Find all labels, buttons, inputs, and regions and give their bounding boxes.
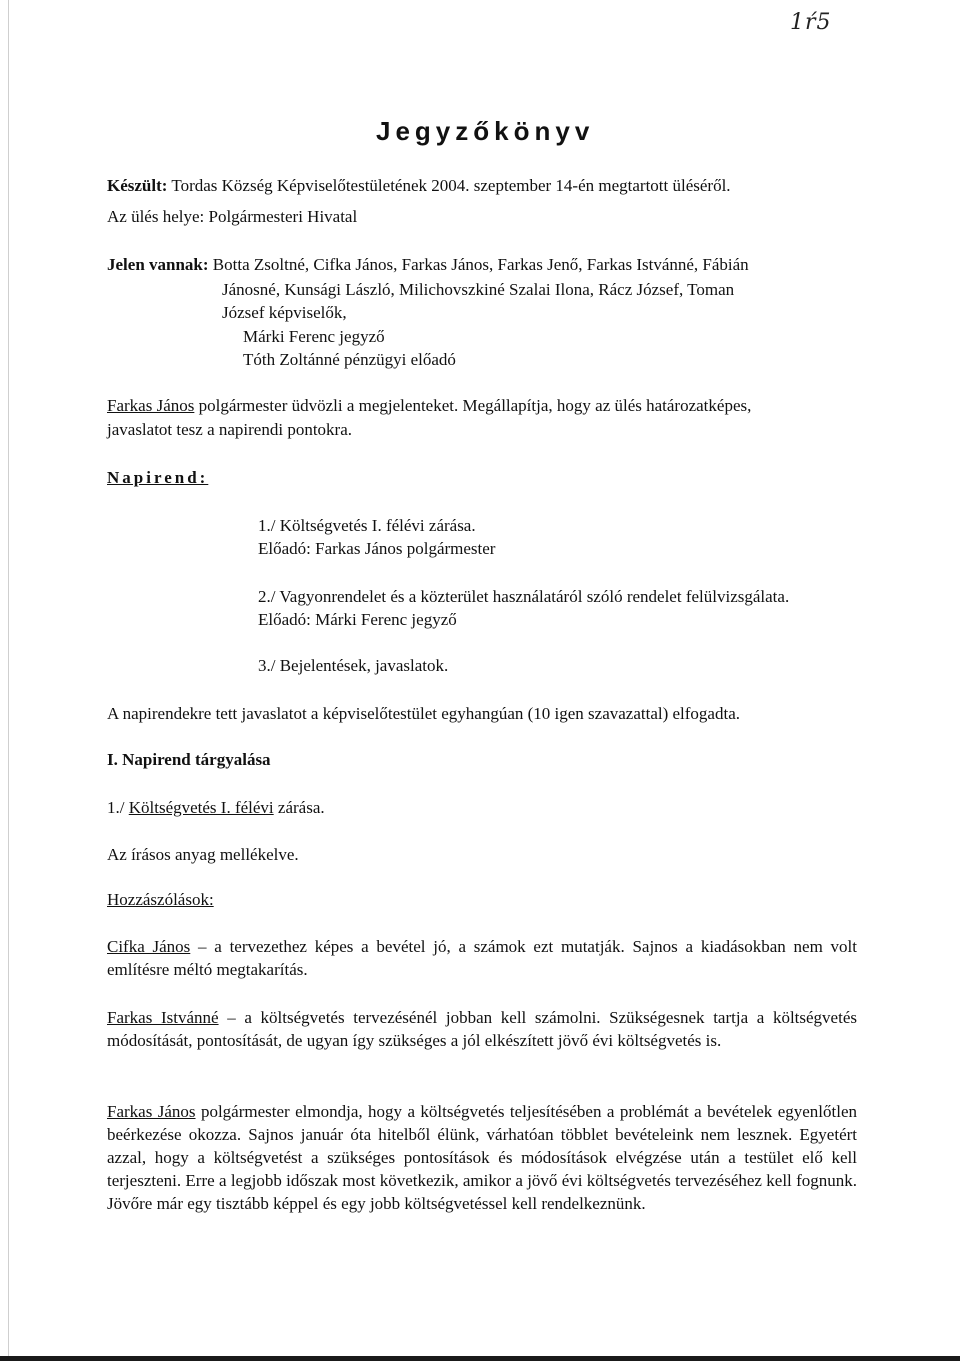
attendees-line-1: [107, 255, 749, 275]
intro-text-1: polgármester üdvözli a megjelenteket. Megállapítja, hogy az ülés határozatképes,: [194, 396, 752, 415]
attendees-label: Jelen vannak:: [107, 255, 209, 274]
section1-item-underlined: Költségvetés I. félévi: [128, 798, 274, 817]
agenda-item-1-title: 1./ Költségvetés I. félévi zárása.: [258, 516, 476, 535]
section1-heading: I. Napirend tárgyalása: [107, 750, 271, 769]
comment-farkas-janos: [107, 1100, 857, 1215]
agenda-accepted: A napirendekre tett javaslatot a képviselőtestület egyhangúan (10 igen szavazattal) elfogadta.: [107, 704, 741, 723]
comments-heading: Hozzászólások:: [107, 890, 214, 909]
intro-line-2: javaslatot tesz a napirendi pontokra.: [107, 420, 352, 439]
comment-1-speaker: Cifka János: [107, 937, 191, 956]
intro-mayor-name: Farkas János: [107, 396, 195, 415]
attendees-line-4: Márki Ferenc jegyző: [243, 327, 385, 346]
comment-2-text: – a költségvetés tervezésénél jobban kell számolni. Szükségesnek tartja a költségvetés módosítását, pontosítását, de ugyan így szükséges a jól elkészített jövő évi költségvetés is.: [107, 1008, 857, 1050]
attendees-line-3: József képviselők,: [222, 303, 347, 322]
comment-farkas-istvanne: [107, 1006, 857, 1052]
keszult-text: Tordas Község Képviselőtestületének 2004. szeptember 14-én megtartott üléséről.: [171, 176, 731, 195]
section1-item-suffix: zárása.: [273, 798, 325, 817]
comment-3-speaker: Farkas János: [107, 1102, 196, 1121]
agenda-item-3-title: 3./ Bejelentések, javaslatok.: [258, 656, 449, 675]
scan-edge-line: [8, 0, 9, 1361]
comment-1-text: – a tervezethez képes a bevétel jó, a számok ezt mutatják. Sajnos a kiadásokban nem volt említésre méltó megtakarítás.: [107, 937, 857, 979]
agenda-item-1-presenter: Előadó: Farkas János polgármester: [258, 539, 496, 558]
meeting-place: Az ülés helye: Polgármesteri Hivatal: [107, 207, 358, 226]
attendees-line-2: Jánosné, Kunsági László, Milichovszkiné Szalai Ilona, Rácz József, Toman: [222, 280, 735, 299]
intro-line-1: [107, 396, 751, 416]
agenda-heading: Napirend:: [107, 468, 209, 487]
keszult-label: Készült:: [107, 176, 168, 195]
document-title: Jegyzőkönyv: [376, 116, 595, 146]
keszult-line: [107, 176, 731, 196]
handwritten-page-number: 1ŕ5: [790, 10, 832, 35]
agenda-item-2-presenter: Előadó: Márki Ferenc jegyző: [258, 610, 457, 629]
section1-item: [107, 798, 325, 818]
scan-bottom-edge: [0, 1356, 960, 1361]
comment-cifka: [107, 935, 857, 981]
agenda-item-2-title: 2./ Vagyonrendelet és a közterület használatáról szóló rendelet felülvizsgálata.: [258, 587, 790, 606]
attendees-line-5: Tóth Zoltánné pénzügyi előadó: [243, 350, 456, 369]
written-material-note: Az írásos anyag mellékelve.: [107, 845, 299, 864]
section1-item-prefix: 1./: [107, 798, 129, 817]
attendees-text-1: Botta Zsoltné, Cifka János, Farkas János, Farkas Jenő, Farkas Istvánné, Fábián: [212, 255, 749, 274]
comment-2-speaker: Farkas Istvánné: [107, 1008, 219, 1027]
comment-3-text: polgármester elmondja, hogy a költségvetés teljesítésében a problémát a bevételek egyenlőtlen beérkezése okozza. Sajnos január óta hitelből élünk, várhatóan többlet bevételeink nem lesznek. Egyetért azzal, hogy a költségvetést a szükséges pontosítások és módosítások elvégzése után a testület elő kell terjeszteni. Erre a legjobb időszak most következik, amikor a jövő évi költségvetés tervezéséhez kell fognunk. Jövőre már egy tisztább képpel és egy jobb költségvetéssel kell rendelkeznünk.: [107, 1102, 857, 1213]
